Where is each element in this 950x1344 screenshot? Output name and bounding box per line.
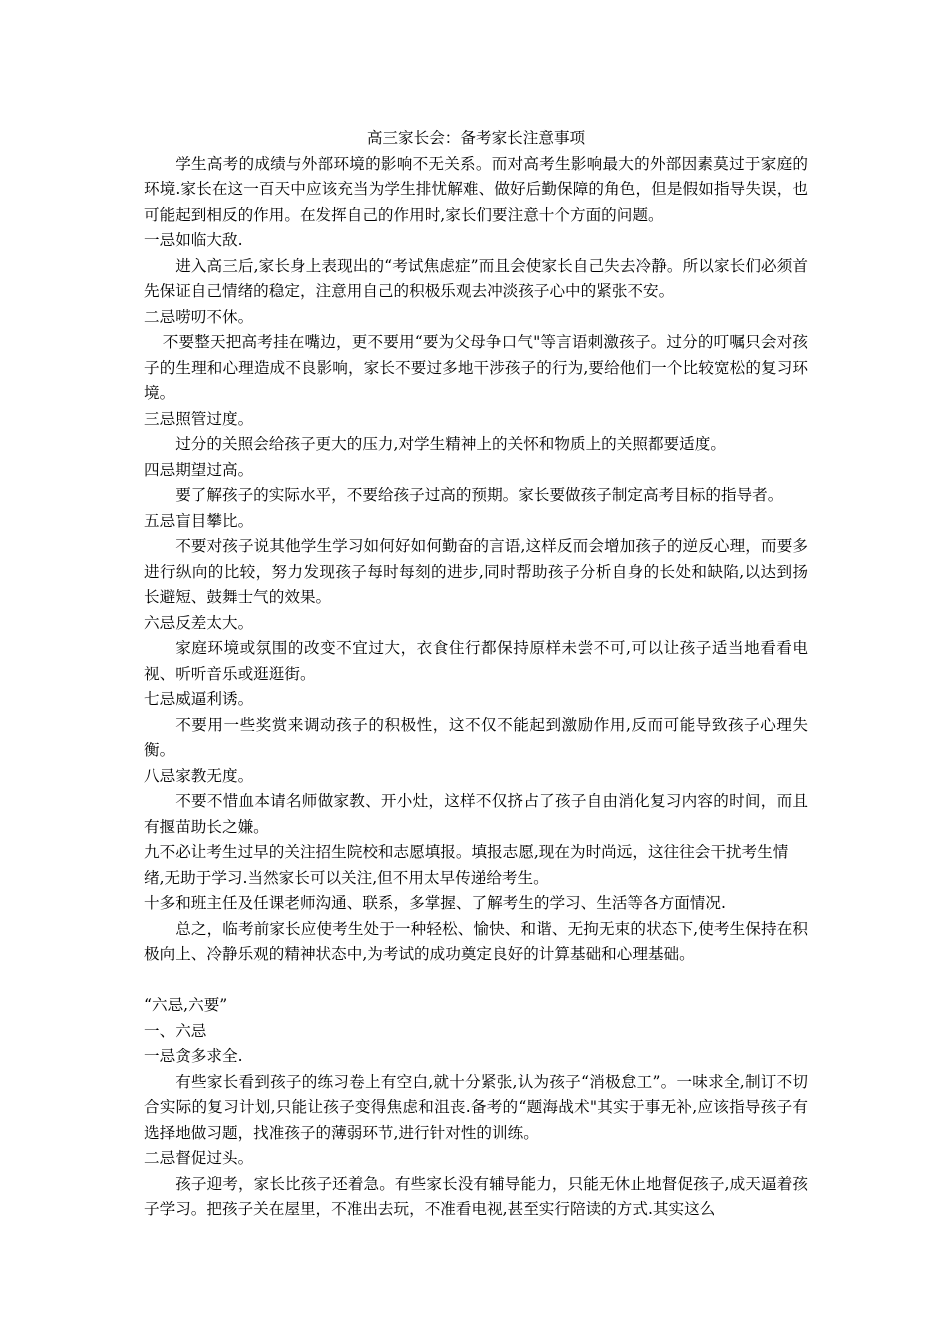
section2-title: “六忌,六要” [144, 996, 228, 1014]
item-heading-3: 三忌照管过度。 [144, 409, 254, 428]
item-body-6: 家庭环境或氛围的改变不宜过大，衣食住行都保持原样未尝不可,可以让孩子适当地看看电视、听听音乐或逛逛街。 [144, 639, 808, 683]
section2-body-2: 孩子迎考，家长比孩子还着急。有些家长没有辅导能力，只能无休止地督促孩子,成天逼着孩子学习。把孩子关在屋里，不准出去玩，不准看电视,甚至实行陪读的方式.其实这么 [144, 1174, 808, 1218]
item-body-5: 不要对孩子说其他学生学习如何好如何勤奋的言语,这样反而会增加孩子的逆反心理，而要多进行纵向的比较，努力发现孩子每时每刻的进步,同时帮助孩子分析自身的长处和缺陷,以达到扬长避短、鼓舞士气的效果。 [144, 537, 808, 606]
section2-heading-2: 二忌督促过头。 [144, 1149, 254, 1167]
item-10: 十多和班主任及任课老师沟通、联系，多掌握、了解考生的学习、生活等各方面情况. [144, 894, 726, 912]
item-heading-8: 八忌家教无度。 [144, 766, 254, 785]
item-body-8: 不要不惜血本请名师做家教、开小灶，这样不仅挤占了孩子自由消化复习内容的时间，而且有揠苗助长之嫌。 [144, 792, 808, 836]
item-heading-2: 二忌唠叨不休。 [144, 307, 254, 326]
item-body-3: 过分的关照会给孩子更大的压力,对学生精神上的关怀和物质上的关照都要适度。 [175, 435, 726, 453]
item-body-1: 进入高三后,家长身上表现出的“考试焦虑症”而且会使家长自己失去冷静。所以家长们必须首先保证自己情绪的稳定，注意用自己的积极乐观去冲淡孩子心中的紧张不安。 [144, 256, 808, 300]
item-body-4: 要了解孩子的实际水平，不要给孩子过高的预期。家长要做孩子制定高考目标的指导者。 [175, 486, 784, 504]
section2-body-1: 有些家长看到孩子的练习卷上有空白,就十分紧张,认为孩子“消极怠工”。一味求全,制订不切合实际的复习计划,只能让孩子变得焦虑和沮丧.备考的“题海战术"其实于事无补,应该指导孩子有选择地做习题，找准孩子的薄弱环节,进行针对性的训练。 [144, 1072, 808, 1142]
intro-paragraph: 学生高考的成绩与外部环境的影响不无关系。而对高考生影响最大的外部因素莫过于家庭的环境.家长在这一百天中应该充当为学生排忧解难、做好后勤保障的角色，但是假如指导失误，也可能起到相反的作用。在发挥自己的作用时,家长们要注意十个方面的问题。 [144, 154, 808, 224]
item-heading-5: 五忌盲目攀比。 [144, 511, 254, 530]
document-page [144, 126, 808, 1223]
document-title: 高三家长会：备考家长注意事项 [366, 129, 586, 147]
item-body-2: 不要整天把高考挂在嘴边，更不要用“要为父母争口气"等言语刺激孩子。过分的叮嘱只会对孩子的生理和心理造成不良影响，家长不要过多地干涉孩子的行为,要给他们一个比较宽松的复习环境。 [144, 333, 808, 402]
item-heading-6: 六忌反差太大。 [144, 613, 254, 632]
item-body-7: 不要用一些奖赏来调动孩子的积极性，这不仅不能起到激励作用,反而可能导致孩子心理失衡。 [144, 715, 808, 759]
item-heading-1: 一忌如临大敌. [144, 231, 243, 249]
section2-heading-1: 一忌贪多求全. [144, 1047, 243, 1065]
item-heading-4: 四忌期望过高。 [144, 460, 254, 479]
summary-paragraph: 总之，临考前家长应使考生处于一种轻松、愉快、和谐、无拘无束的状态下,使考生保持在积极向上、冷静乐观的精神状态中,为考试的成功奠定良好的计算基础和心理基础。 [144, 919, 808, 963]
item-9: 九不必让考生过早的关注招生院校和志愿填报。填报志愿,现在为时尚远，这往往会干扰考生情绪,无助于学习.当然家长可以关注,但不用太早传递给考生。 [144, 843, 789, 887]
blank-line [144, 968, 808, 994]
section2-subtitle: 一、六忌 [144, 1021, 207, 1040]
item-heading-7: 七忌威逼利诱。 [144, 690, 254, 708]
